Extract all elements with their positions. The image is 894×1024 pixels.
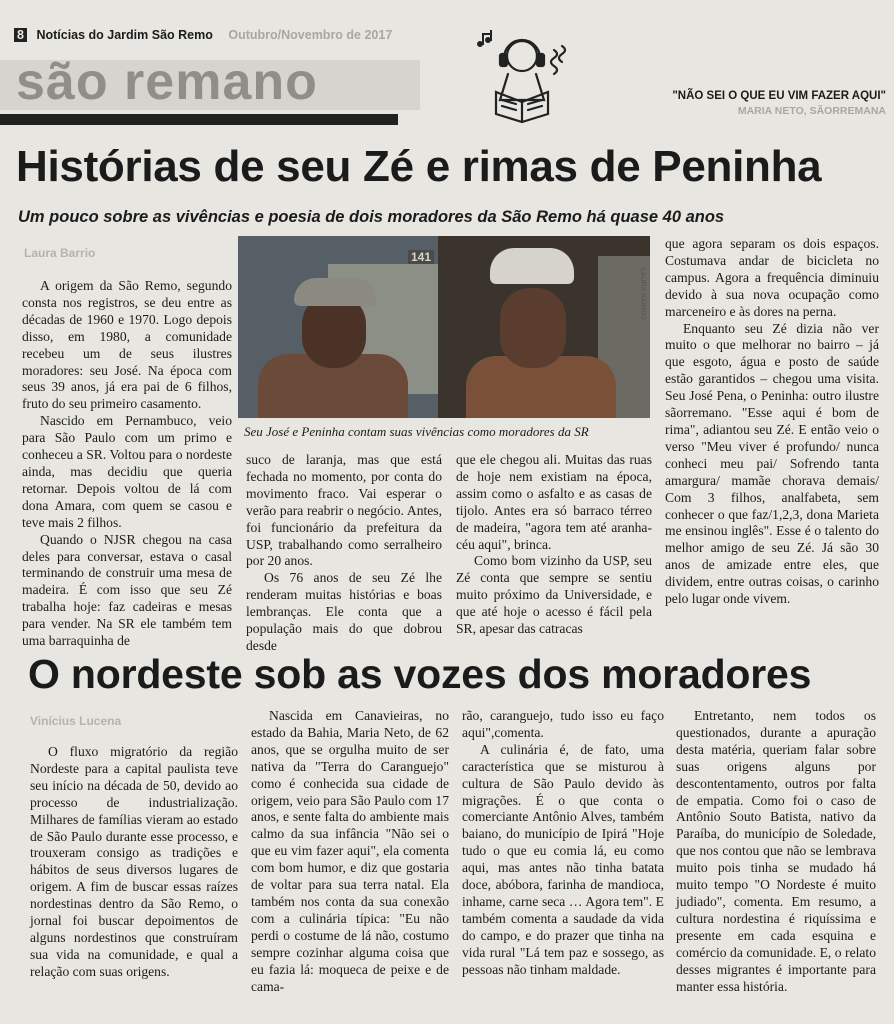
issue-date: Outubro/Novembro de 2017 [228,28,393,42]
article1-column-2 [246,452,442,655]
paragraph: A origem da São Remo, segundo consta nos registros, se deu entre as décadas de 1960 e 1970. Logo depois disso, em 1980, a comunidade recebeu um de seus ilustres moradores: seu José. Na época com seus 39 anos, já era pai de 6 filhos, fruto do seu primeiro casamento. [22,278,232,412]
headphones-reader-illustration [470,30,580,126]
article1-headline: Histórias de seu Zé e rimas de Peninha [16,142,822,191]
paragraph: rão, caranguejo, tudo isso eu faço aqui",comenta. [462,708,664,740]
man-right-cap [490,248,574,284]
article2-column-4 [676,708,876,995]
paragraph: Os 76 anos de seu Zé lhe renderam muitas histórias e boas lembranças. Ele conta que a população mais do que dobrou desde [246,570,442,653]
paper-name: Notícias do Jardim São Remo [36,28,213,42]
section-quote: "NÃO SEI O QUE EU VIM FAZER AQUI" [672,90,886,102]
photo-caption: Seu José e Peninha contam suas vivências como moradores da SR [244,424,589,439]
paragraph: Entretanto, nem todos os questionados, durante a apuração desta matéria, queriam falar sobre suas origens alguns por descontentamento, outros por falta de empatia. Como foi o caso de Antônio Souto Batista, nativo da Paraíba, do município de Soledade, que nos contou que não se lembrava muito pois tinha se mudado há muito tempo "O Nordeste é muito judiado", comenta. Em resumo, a cultura nordestina é riquíssima e presente em cada esquina e comércio da comunidade. E, o relato desses migrantes é importante para manter essa história. [676,708,876,994]
running-header [14,28,454,50]
photo-house-number: 141 [408,250,434,264]
man-left-cap [294,278,376,306]
paragraph: Enquanto seu Zé dizia não ver muito o que melhorar no bairro – já que esgoto, água e posto de saúde estão garantidos – chegou uma visita. Seu José Pena, o Peninha: outro ilustre sãorremano. "Esse aqui é bom de rima", adiantou seu Zé. E então veio o verso "Meu viver é profundo/ nunca conheci meu pai/ Sofrendo tanta amargura/ mamãe chorava demais/ Com 3 filhos, analfabeta, sem conhecer o que faz/1,2,3, dona Marieta me ensinou inglês". Esse é o talento do melhor amigo de seu Zé. Já são 30 anos de amizade entre eles, que dividem, entre outras coisas, o carinho pelo lugar onde vivem. [665,320,879,607]
paragraph: Nascida em Canavieiras, no estado da Bahia, Maria Neto, de 62 anos, que se orgulha muito de ser nativa da "Terra do Caranguejo" como é conhecida sua cidade de origem, veio para São Paulo com 17 anos, e sente falta do ambiente mais calmo da sua infância "Não sei o que eu vim fazer aqui", ela comenta com bom humor, e diz que gostaria de voltar para sua terra natal. Ela também nos conta da sua conexão com a culinária típica: "Eu não perdi o costume de lá não, costumo sempre cozinhar alguma coisa que eu fazia lá: moqueca de peixe e de cama- [251,708,449,994]
article1-subheadline: Um pouco sobre as vivências e poesia de dois moradores da São Remo há quase 40 anos [18,208,725,226]
article2-byline: Vinícius Lucena [30,714,122,728]
paragraph: que ele chegou ali. Muitas das ruas de hoje nem existiam na época, assim como o asfalto e as casas de tijolo. Antes era só barraco térreo de madeira, "agora tem até aranha-céu aqui", brinca. [456,452,652,552]
article1-column-4 [665,236,879,608]
man-right-face [500,288,566,368]
paragraph: Nascido em Pernambuco, veio para São Paulo com um primo e conheceu a SR. Voltou para o nordeste ainda, mas decidiu que queria retornar. Depois voltou de lá com dona Amara, com quem se casou e teve mais 2 filhos. [22,413,232,530]
section-quote-author: MARIA NETO, SÃORREMANA [737,105,886,117]
section-rule [0,114,398,125]
photo-credit: LAURA BARRIO [639,268,646,320]
paragraph: Como bom vizinho da USP, seu Zé conta que sempre se sentiu muito próximo da Universidade, e que até hoje o acesso é fácil pela SR, apesar das catracas [456,553,652,637]
page-number: 8 [14,28,27,42]
article1-photo [238,236,650,418]
paragraph: suco de laranja, mas que está fechada no momento, por conta do movimento fraco. Vai esperar o verão para reabrir o negócio. Antes, foi funcionário da prefeitura da USP, trabalhando como serralheiro por 20 anos. [246,452,442,569]
article2-column-1 [30,744,238,981]
paragraph: que agora separam os dois espaços. Costumava andar de bicicleta no campus. Agora a frequência diminuiu devido à sua nova ocupação como marceneiro e às dores na perna. [665,236,879,319]
paragraph: A culinária é, de fato, uma característica que se misturou à cultura de São Paulo devido às migrações. É o que conta o comerciante Antônio Alves, também baiano, do município de Ipirá "Hoje tudo o que eu comia lá, eu como aqui, mas antes não tinha batata doce, abóbora, farinha de mandioca, inhame, carne seca … Agora tem". E também comenta a saudade da vida do campo, e do prazer que tinha na vida rural "Lá tem paz e sossego, as pessoas não tinham maldade. [462,741,664,977]
article1-byline: Laura Barrio [24,246,96,260]
article2-column-2 [251,708,449,995]
paragraph: O fluxo migratório da região Nordeste para a capital paulista teve seu início na década de 50, devido ao processo de industrialização. Milhares de famílias vieram ao estado de São Paulo durante esse processo, e trouxeram consigo as tradições e hábitos de seus diversos lugares de origem. A fim de buscar essas raízes nordestinas dentro da São Remo, o jornal foi buscar depoimentos de alguns nordestinos que construíram sua vida na comunidade, e qual a relação com suas origens. [30,744,238,979]
article1-column-1 [22,278,232,650]
article2-column-3 [462,708,664,979]
paragraph: Quando o NJSR chegou na casa deles para conversar, estava o casal terminando de construir uma mesa de madeira. É com isso que seu Zé trabalha hoje: faz cadeiras e mesas para vender. Na SR ele também tem uma barraquinha de [22,531,232,649]
article1-column-3 [456,452,652,638]
article2-headline: O nordeste sob as vozes dos moradores [28,651,812,697]
section-title: são remano [16,53,318,111]
